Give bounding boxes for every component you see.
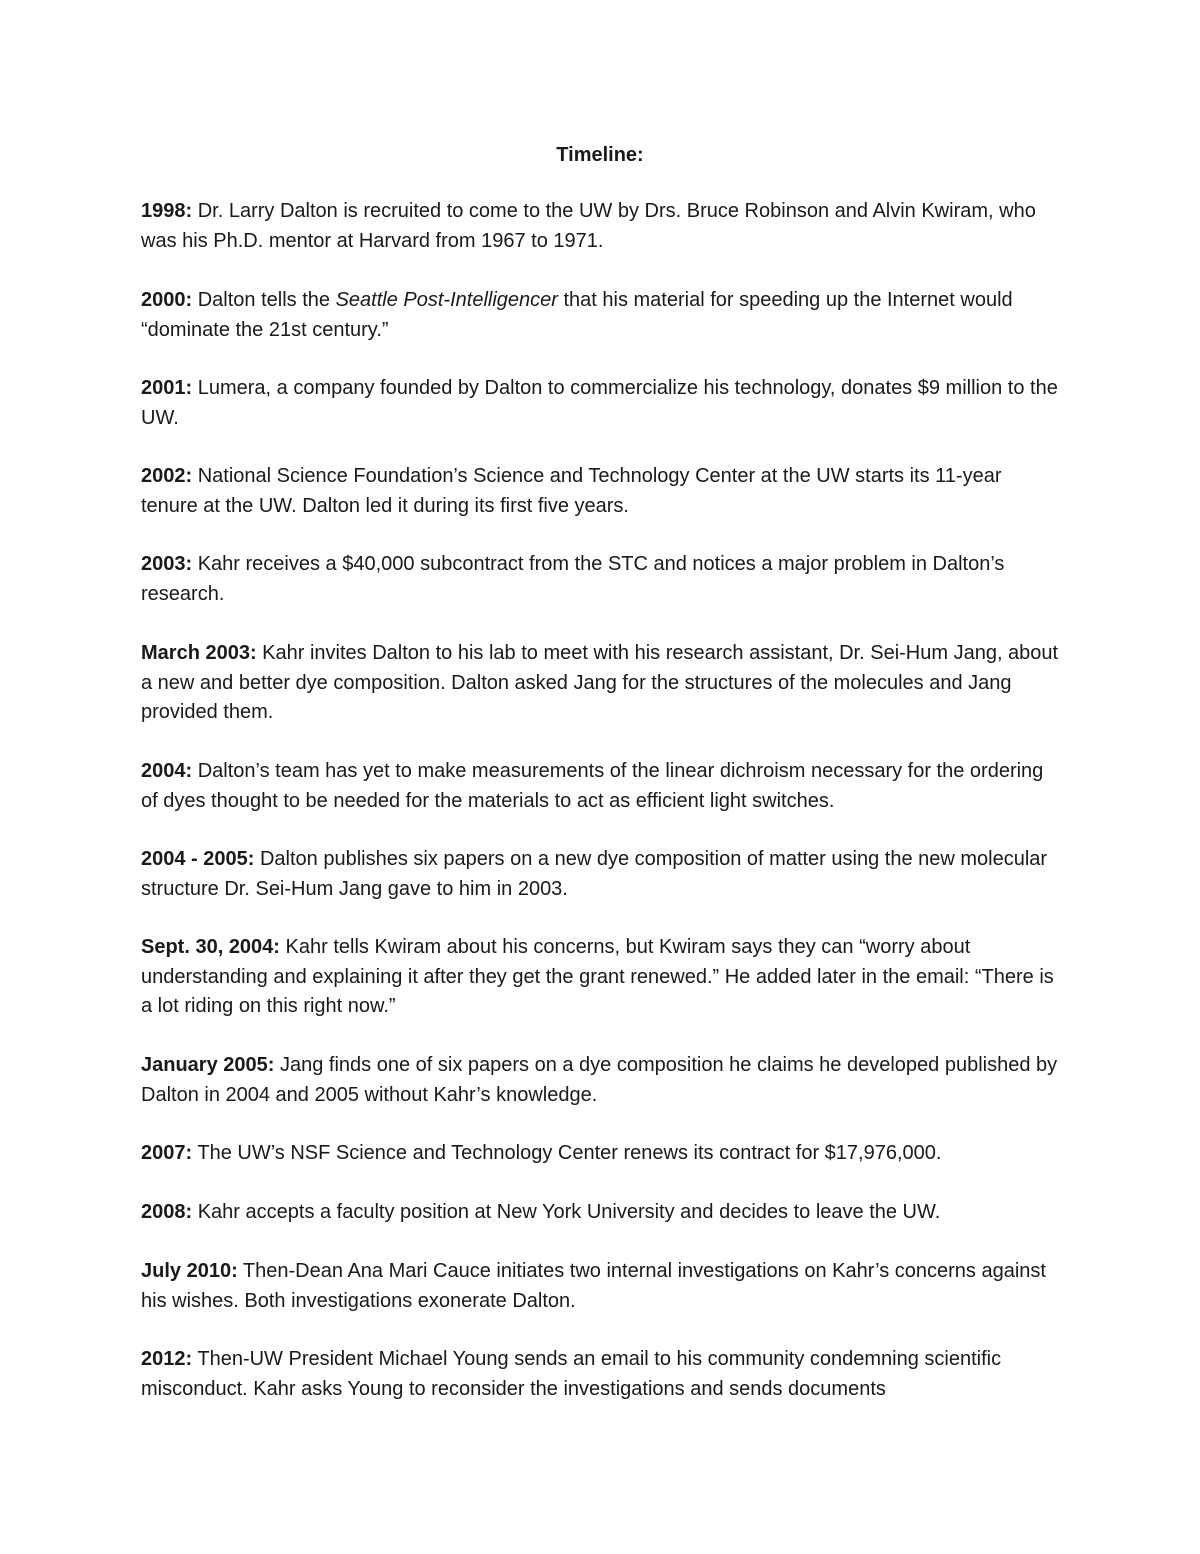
- timeline-entry: [141, 845, 1061, 904]
- entry-text: that his material for speeding up the Internet would “dominate the 21st century.”: [141, 289, 1013, 341]
- entry-text: Kahr invites Dalton to his lab to meet with his research assistant, Dr. Sei-Hum Jang, about a new and better dye composition. Dalton asked Jang for the structures of the molecules and Jang provided them.: [141, 642, 1059, 723]
- entry-text: Kahr accepts a faculty position at New York University and decides to leave the UW.: [192, 1201, 941, 1223]
- page-title: Timeline:: [556, 144, 644, 166]
- timeline-entry: [141, 462, 1061, 521]
- entry-text: Then-Dean Ana Mari Cauce initiates two internal investigations on Kahr’s concerns against his wishes. Both investigations exonerate Dalton.: [141, 1260, 1046, 1312]
- entry-text: Dalton’s team has yet to make measurements of the linear dichroism necessary for the ordering of dyes thought to be needed for the materials to act as efficient light switches.: [141, 760, 1044, 812]
- entry-text: Kahr tells Kwiram about his concerns, but Kwiram says they can “worry about understanding and explaining it after they get the grant renewed.” He added later in the email: “There is a lot riding on this right now.”: [141, 936, 1054, 1017]
- publication-name: Seattle Post-Intelligencer: [335, 289, 558, 311]
- entry-date: 2008:: [141, 1201, 193, 1223]
- timeline-entry: [141, 374, 1061, 433]
- entry-text: The UW’s NSF Science and Technology Center renews its contract for $17,976,000.: [192, 1142, 942, 1164]
- timeline-entry: [141, 550, 1061, 609]
- timeline-entry: [141, 1198, 1061, 1228]
- entry-text: Then-UW President Michael Young sends an email to his community condemning scientific misconduct. Kahr asks Young to reconsider the investigations and sends documents: [141, 1348, 1002, 1400]
- entry-date: 2002:: [141, 465, 193, 487]
- timeline-entry: [141, 1139, 1061, 1169]
- entry-text: Kahr receives a $40,000 subcontract from the STC and notices a major problem in Dalton’s research.: [141, 553, 1005, 605]
- entry-date: 2004 - 2005:: [141, 848, 255, 870]
- timeline-entry: [141, 286, 1061, 345]
- timeline-entry: [141, 1345, 1061, 1404]
- entry-text: Dalton publishes six papers on a new dye composition of matter using the new molecular structure Dr. Sei-Hum Jang gave to him in 2003.: [141, 848, 1048, 900]
- entry-date: 2001:: [141, 377, 193, 399]
- entry-date: 2000:: [141, 289, 193, 311]
- entry-text: Dalton tells the: [192, 289, 336, 311]
- timeline-entry: [141, 933, 1061, 1022]
- entry-date: 2012:: [141, 1348, 193, 1370]
- entry-date: 2007:: [141, 1142, 193, 1164]
- timeline-entry: [141, 1257, 1061, 1316]
- entry-date: January 2005:: [141, 1054, 275, 1076]
- entry-date: July 2010:: [141, 1260, 238, 1282]
- entry-text: Lumera, a company founded by Dalton to commercialize his technology, donates $9 million to the UW.: [141, 377, 1058, 429]
- entry-date: March 2003:: [141, 642, 257, 664]
- entry-date: 1998:: [141, 200, 193, 222]
- entry-date: 2004:: [141, 760, 193, 782]
- entry-date: Sept. 30, 2004:: [141, 936, 280, 958]
- timeline-entry: [141, 757, 1061, 816]
- timeline-entry: [141, 197, 1061, 256]
- entry-text: Dr. Larry Dalton is recruited to come to the UW by Drs. Bruce Robinson and Alvin Kwiram, who was his Ph.D. mentor at Harvard from 1967 to 1971.: [141, 200, 1036, 252]
- entry-text: Jang finds one of six papers on a dye composition he claims he developed published by Dalton in 2004 and 2005 without Kahr’s knowledge.: [141, 1054, 1058, 1106]
- entry-text: National Science Foundation’s Science and Technology Center at the UW starts its 11-year tenure at the UW. Dalton led it during its first five years.: [141, 465, 1002, 517]
- timeline-entry: [141, 1051, 1061, 1110]
- entry-date: 2003:: [141, 553, 193, 575]
- timeline-entry: [141, 639, 1061, 728]
